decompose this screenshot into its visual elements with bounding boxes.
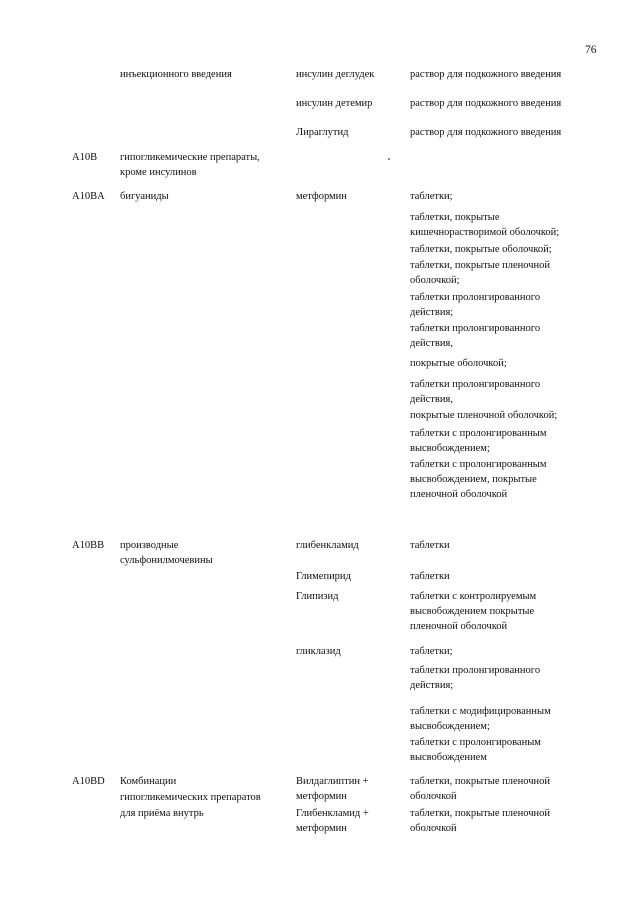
inn-name: глибенкламид	[296, 540, 359, 551]
dosage-form: таблетки с пролонгированым	[410, 737, 541, 748]
dosage-form: действия;	[410, 307, 454, 318]
dosage-form: таблетки пролонгированного	[410, 379, 541, 390]
dosage-form: пленочной оболочкой	[410, 489, 508, 500]
group-name: гипогликемических препаратов	[120, 792, 261, 803]
dosage-form: таблетки пролонгированного	[410, 665, 541, 676]
group-name: сульфонилмочевины	[120, 555, 213, 566]
inn-name: Вилдаглиптин +	[296, 776, 369, 787]
group-name: кроме инсулинов	[120, 167, 197, 178]
inn-name: метформин	[296, 823, 347, 834]
dosage-form: раствор для подкожного введения	[410, 98, 562, 109]
dosage-form: действия,	[410, 394, 453, 405]
atc-code: A10B	[72, 152, 98, 163]
inn-name: инсулин детемир	[296, 98, 373, 109]
dosage-form: пленочной оболочкой	[410, 621, 508, 632]
inn-name: инсулин деглудек	[296, 69, 375, 80]
dosage-form: таблетки	[410, 571, 450, 582]
dosage-form: таблетки с модифицированным	[410, 706, 551, 717]
dosage-form: высвобождением, покрытые	[410, 474, 537, 485]
dosage-form: раствор для подкожного введения	[410, 69, 562, 80]
inn-name: Глибенкламид +	[296, 808, 369, 819]
page-number: 76	[585, 44, 597, 56]
group-name: инъекционного введения	[120, 69, 232, 80]
dosage-form: таблетки, покрытые пленочной	[410, 808, 551, 819]
dosage-form: высвобождением;	[410, 721, 490, 732]
dosage-form: таблетки пролонгированного	[410, 323, 541, 334]
dosage-form: таблетки	[410, 540, 450, 551]
inn-name: гликлазид	[296, 646, 341, 657]
dosage-form: таблетки, покрытые	[410, 212, 500, 223]
inn-name: Глимепирид	[296, 571, 351, 582]
group-name: бигуаниды	[120, 191, 169, 202]
dosage-form: оболочкой	[410, 823, 457, 834]
atc-code: A10BD	[72, 776, 105, 787]
dosage-form: таблетки, покрытые оболочкой;	[410, 244, 552, 255]
dosage-form: кишечнорастворимой оболочкой;	[410, 227, 560, 238]
dosage-form: таблетки с пролонгированным	[410, 428, 547, 439]
group-name: гипогликемические препараты,	[120, 152, 260, 163]
group-name: Комбинации	[120, 776, 177, 787]
dosage-form: раствор для подкожного введения	[410, 127, 562, 138]
group-name: для приёма внутрь	[120, 808, 204, 819]
dosage-form: действия;	[410, 680, 454, 691]
dosage-form: действия,	[410, 338, 453, 349]
dosage-form: таблетки с пролонгированным	[410, 459, 547, 470]
dosage-form: покрытые пленочной оболочкой;	[410, 410, 558, 421]
inn-name: метформин	[296, 791, 347, 802]
inn-name: метформин	[296, 191, 347, 202]
scan-speck	[388, 158, 390, 160]
dosage-form: таблетки;	[410, 646, 453, 657]
atc-code: A10BB	[72, 540, 105, 551]
dosage-form: высвобождением	[410, 752, 487, 763]
group-name: производные	[120, 540, 179, 551]
dosage-form: покрытые оболочкой;	[410, 358, 507, 369]
dosage-form: оболочкой	[410, 791, 457, 802]
dosage-form: оболочкой;	[410, 275, 460, 286]
dosage-form: высвобождением покрытые	[410, 606, 535, 617]
dosage-form: высвобождением;	[410, 443, 490, 454]
atc-code: A10BA	[72, 191, 105, 202]
dosage-form: таблетки с контролируемым	[410, 591, 537, 602]
dosage-form: таблетки, покрытые пленочной	[410, 776, 551, 787]
dosage-form: таблетки;	[410, 191, 453, 202]
dosage-form: таблетки пролонгированного	[410, 292, 541, 303]
inn-name: Глипизид	[296, 591, 339, 602]
dosage-form: таблетки, покрытые пленочной	[410, 260, 551, 271]
inn-name: Лираглутид	[296, 127, 349, 138]
